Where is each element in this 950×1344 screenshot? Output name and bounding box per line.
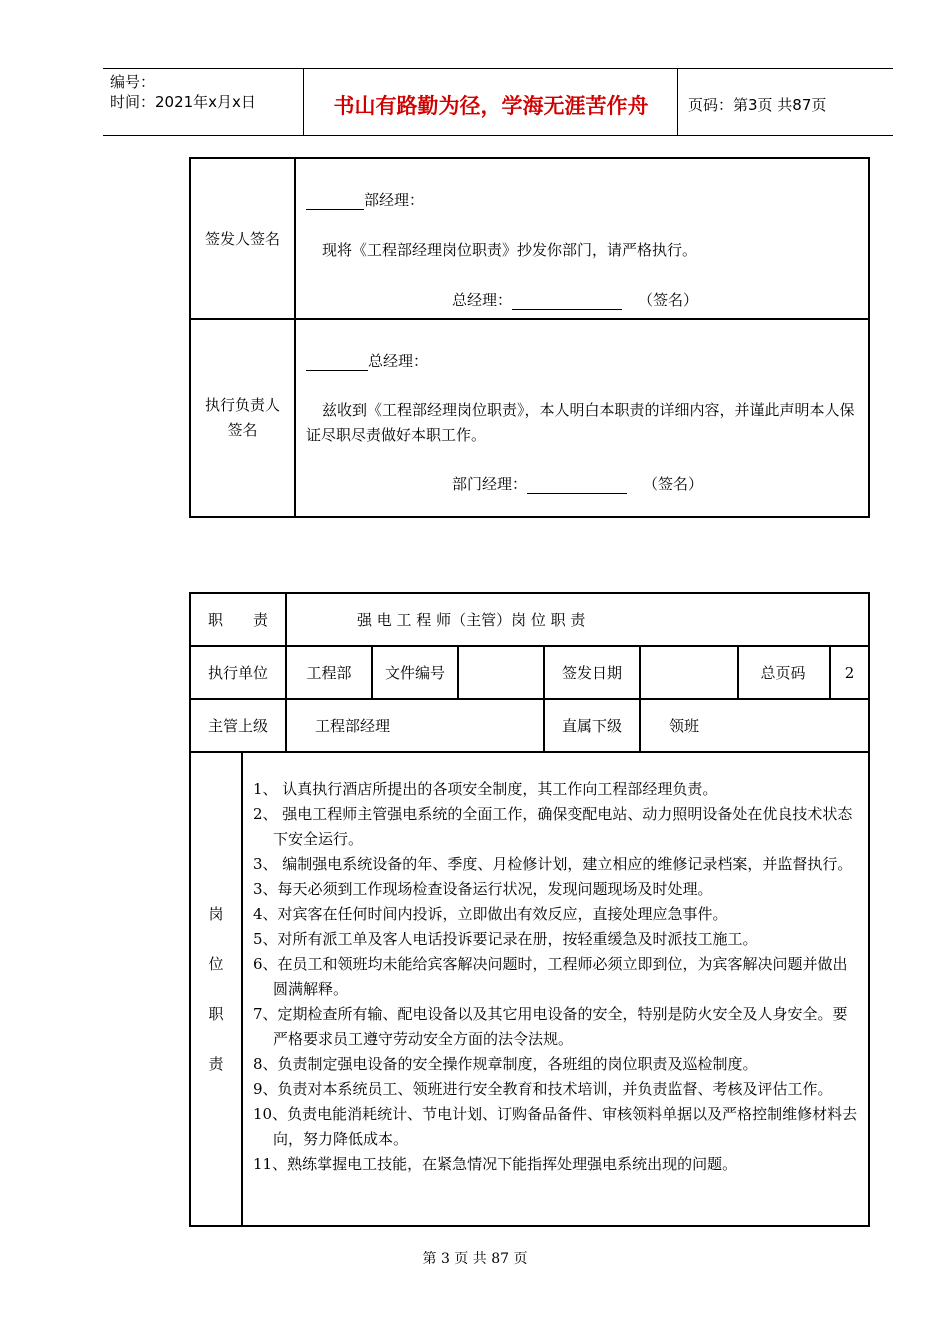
executor-label-line2: 签名 [227, 421, 258, 439]
issuer-sign-note: （签名） [638, 291, 699, 309]
exec-unit-label: 执行单位 [190, 646, 286, 699]
executor-addressee-text: 总经理： [368, 352, 429, 370]
dept-blank [306, 191, 364, 210]
executor-sign-label [190, 319, 295, 517]
duty-item: 10、负责电能消耗统计、节电计划、订购备品备件、审核领料单据以及严格控制维修材料去向，努力降低成本。 [253, 1105, 858, 1148]
duties-list [243, 753, 868, 1225]
superior-label: 主管上级 [190, 699, 286, 752]
issue-date-label: 签发日期 [544, 646, 640, 699]
header-bottom-rule [103, 135, 893, 136]
file-no-label: 文件编号 [372, 646, 458, 699]
duty-item: 3、每天必须到工作现场检查设备运行状况，发现问题现场及时处理。 [253, 880, 713, 898]
duty-table [189, 592, 870, 1227]
header-page-info: 页码：第3页 共87页 [688, 96, 827, 114]
duty-item: 2、 强电工程师主管强电系统的全面工作，确保变配电站、动力照明设备处在优良技术状态下安全运行。 [253, 805, 853, 848]
subordinate-value [640, 699, 869, 752]
executor-signer-label: 部门经理： [452, 475, 528, 493]
total-pages-value: 2 [830, 646, 869, 699]
title-label: 职 责 [190, 593, 286, 646]
time-label: 时间：2021年x月x日 [110, 93, 256, 111]
executor-sign-note: （签名） [643, 475, 704, 493]
executor-signature-blank [527, 475, 627, 494]
executor-sign-cell [295, 319, 869, 517]
header-motto: 书山有路勤为径，学海无涯苦作舟 [333, 94, 649, 118]
exec-unit-value: 工程部 [286, 646, 372, 699]
header-divider-left [303, 68, 304, 136]
duty-item: 9、负责对本系统员工、领班进行安全教育和技术培训，并负责监督、考核及评估工作。 [253, 1080, 833, 1098]
executor-signer-line [452, 473, 703, 494]
subordinate-text: 领班 [669, 717, 700, 735]
issuer-sign-cell [295, 158, 869, 319]
total-pages-label: 总页码 [760, 664, 806, 682]
executor-label-line1: 执行负责人 [204, 396, 280, 414]
duty-item: 1、 认真执行酒店所提出的各项安全制度，其工作向工程部经理负责。 [253, 780, 718, 798]
issuer-body: 现将《工程部经理岗位职责》抄发你部门，请严格执行。 [322, 241, 698, 259]
duty-item: 8、负责制定强电设备的安全操作规章制度，各班组的岗位职责及巡检制度。 [253, 1055, 758, 1073]
number-label: 编号： [110, 73, 156, 91]
duty-item: 11、熟练掌握电工技能，在紧急情况下能指挥处理强电系统出现的问题。 [253, 1155, 738, 1173]
signature-table [189, 157, 870, 518]
duties-label [191, 753, 243, 1225]
file-no-value [458, 646, 544, 699]
executor-addressee [306, 350, 428, 371]
duties-label-char-2: 位 [208, 955, 224, 973]
duties-label-char-1: 岗 [208, 905, 224, 923]
duty-item: 5、对所有派工单及客人电话投诉要记录在册，按轻重缓急及时派技工施工。 [253, 930, 758, 948]
header-top-rule [103, 68, 893, 69]
duties-label-char-3: 职 [208, 1005, 224, 1023]
header-meta [110, 72, 256, 112]
duty-title-text: 强 电 工 程 师（主管）岗 位 职 责 [357, 611, 586, 629]
page-footer: 第 3 页 共 87 页 [422, 1251, 528, 1267]
duty-title [286, 593, 869, 646]
issuer-sign-label: 签发人签名 [190, 158, 295, 319]
superior-text: 工程部经理 [315, 717, 391, 735]
superior-value [286, 699, 544, 752]
duties-label-char-4: 责 [208, 1055, 224, 1073]
issuer-signature-blank [512, 291, 622, 310]
duty-item: 4、对宾客在任何时间内投诉，立即做出有效反应，直接处理应急事件。 [253, 905, 728, 923]
gm-blank [306, 352, 368, 371]
issue-date-value [641, 647, 739, 698]
duty-item: 3、 编制强电系统设备的年、季度、月检修计划，建立相应的维修记录档案，并监督执行。 [253, 855, 853, 873]
executor-body: 兹收到《工程部经理岗位职责》，本人明白本职责的详细内容，并谨此声明本人保证尽职尽责做好本职工作。 [306, 401, 855, 444]
duty-item: 6、在员工和领班均未能给宾客解决问题时，工程师必须立即到位，为宾客解决问题并做出圆满解释。 [253, 955, 848, 998]
issue-date-and-pages [640, 646, 830, 699]
duties-cell [190, 752, 869, 1226]
header-divider-right [677, 68, 678, 136]
issuer-addressee-text: 部经理： [364, 191, 425, 209]
issuer-signer-label: 总经理： [452, 291, 513, 309]
duty-item: 7、定期检查所有输、配电设备以及其它用电设备的安全，特别是防火安全及人身安全。要严格要求员工遵守劳动安全方面的法令法规。 [253, 1005, 848, 1048]
issuer-addressee [306, 189, 424, 210]
issuer-signer-line [452, 289, 698, 310]
subordinate-label: 直属下级 [544, 699, 640, 752]
